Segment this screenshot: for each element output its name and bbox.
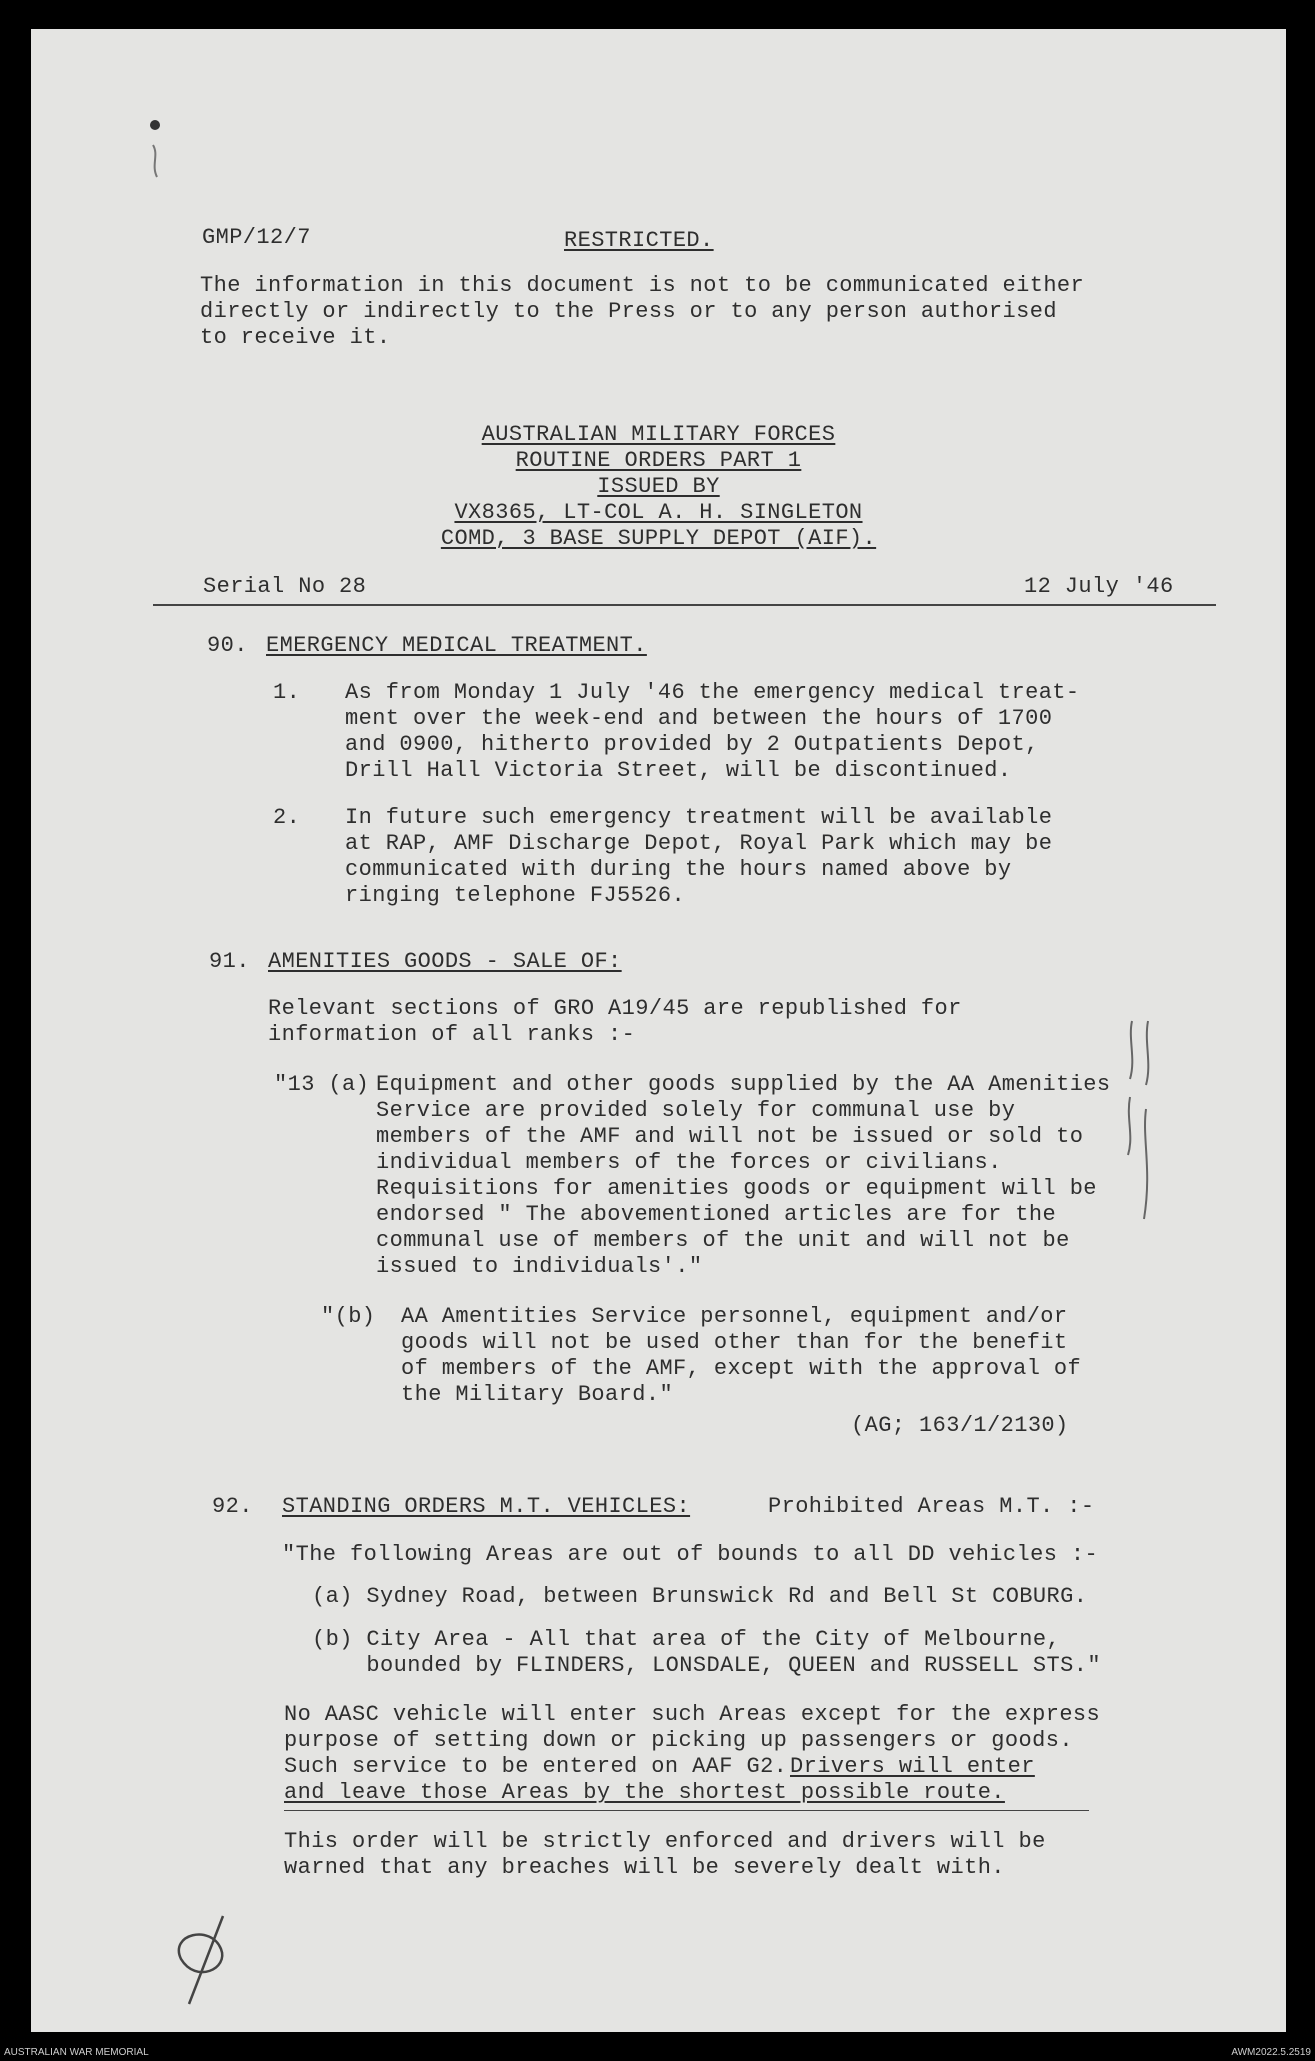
item-91-a-line: communal use of members of the unit and will not be	[376, 1228, 1070, 1253]
notice-line-2: directly or indirectly to the Press or to any person authorised	[200, 299, 1057, 324]
item-91-intro-line: information of all ranks :-	[268, 1022, 636, 1047]
item-91-b-line: AA Amentities Service personnel, equipment and/or	[401, 1304, 1068, 1329]
item-91-a-line: endorsed " The abovementioned articles are for the	[376, 1202, 1057, 1227]
serial-divider	[153, 604, 1216, 606]
item-92-area-b-line: (b) City Area - All that area of the City of Melbourne,	[312, 1627, 1061, 1652]
item-90-para-1-number: 1.	[273, 680, 301, 705]
item-92-para-1-line: purpose of setting down or picking up passengers or goods.	[284, 1728, 1073, 1753]
item-90-para-2-line: In future such emergency treatment will be available	[345, 805, 1053, 830]
document-page	[31, 29, 1286, 2032]
margin-bracket-marks	[1122, 1019, 1172, 1224]
item-90-para-1-line: ment over the week-end and between the hours of 1700	[345, 706, 1053, 731]
item-91-b-line: the Military Board."	[401, 1382, 674, 1407]
item-92-subtitle: Prohibited Areas M.T. :-	[768, 1494, 1095, 1519]
item-91-title: AMENITIES GOODS - SALE OF:	[268, 949, 622, 974]
item-91-intro-line: Relevant sections of GRO A19/45 are republished for	[268, 996, 962, 1021]
item-92-number: 92.	[212, 1494, 253, 1519]
item-91-a-label: "13 (a)	[274, 1072, 370, 1097]
item-92-para-2-line: This order will be strictly enforced and drivers will be	[284, 1829, 1046, 1854]
item-91-a-line: issued to individuals'."	[376, 1254, 703, 1279]
heading-line-1: AUSTRALIAN MILITARY FORCES	[481, 422, 836, 447]
item-92-para-1-line: Such service to be entered on AAF G2.	[284, 1754, 788, 1779]
document-date: 12 July '46	[1024, 574, 1174, 599]
item-91-a-line: Service are provided solely for communal use by	[376, 1098, 1016, 1123]
item-92-area-a: (a) Sydney Road, between Brunswick Rd and Bell St COBURG.	[312, 1584, 1088, 1609]
heading-line-3: ISSUED BY	[597, 474, 720, 499]
item-92-area-b-line: bounded by FLINDERS, LONSDALE, QUEEN and RUSSELL STS."	[312, 1653, 1101, 1678]
notice-line-3: to receive it.	[200, 325, 391, 350]
item-91-a-line: members of the AMF and will not be issued or sold to	[376, 1124, 1084, 1149]
item-91-a-line: individual members of the forces or civilians.	[376, 1150, 1002, 1175]
item-92-intro: "The following Areas are out of bounds to all DD vehicles :-	[282, 1542, 1099, 1567]
item-91-a-line: Equipment and other goods supplied by the AA Amenities	[376, 1072, 1111, 1097]
item-90-para-1-line: Drill Hall Victoria Street, will be discontinued.	[345, 758, 1012, 783]
item-91-b-label: "(b)	[321, 1304, 376, 1329]
item-90-para-2-line: communicated with during the hours named above by	[345, 857, 1012, 882]
item-91-reference: (AG; 163/1/2130)	[851, 1413, 1069, 1438]
item-91-a-line: Requisitions for amenities goods or equipment will be	[376, 1176, 1097, 1201]
footer-right-label: AWM2022.5.2519	[1231, 2047, 1311, 2058]
item-91-b-line: of members of the AMF, except with the approval of	[401, 1356, 1082, 1381]
item-92-divider	[284, 1810, 1089, 1811]
classification-label: RESTRICTED.	[564, 228, 714, 253]
item-92-para-2-line: warned that any breaches will be severely dealt with.	[284, 1855, 1005, 1880]
item-90-para-1-line: and 0900, hitherto provided by 2 Outpatients Depot,	[345, 732, 1039, 757]
heading-line-2: ROUTINE ORDERS PART 1	[515, 448, 802, 473]
item-90-para-1-line: As from Monday 1 July '46 the emergency medical treat-	[345, 680, 1080, 705]
item-91-number: 91.	[209, 949, 250, 974]
item-90-para-2-line: ringing telephone FJ5526.	[345, 883, 686, 908]
heading-line-4: VX8365, LT-COL A. H. SINGLETON	[454, 500, 863, 525]
notice-line-1: The information in this document is not to be communicated either	[200, 273, 1085, 298]
item-92-para-1-underlined: Drivers will enter	[790, 1754, 1035, 1779]
document-reference: GMP/12/7	[202, 225, 311, 250]
footer-left-label: AUSTRALIAN WAR MEMORIAL	[4, 2047, 149, 2058]
punch-hole-mark	[141, 115, 181, 185]
item-90-para-2-number: 2.	[273, 805, 301, 830]
heading-line-5: COMD, 3 BASE SUPPLY DEPOT (AIF).	[440, 526, 877, 551]
item-92-para-1-underlined: and leave those Areas by the shortest possible route.	[284, 1780, 1005, 1805]
item-92-title: STANDING ORDERS M.T. VEHICLES:	[282, 1494, 691, 1519]
item-90-title: EMERGENCY MEDICAL TREATMENT.	[266, 633, 647, 658]
item-90-number: 90.	[207, 633, 248, 658]
handwritten-initial-mark	[151, 1904, 261, 2014]
serial-number: Serial No 28	[203, 574, 367, 599]
item-91-b-line: goods will not be used other than for the benefit	[401, 1330, 1068, 1355]
item-92-para-1-line: No AASC vehicle will enter such Areas except for the express	[284, 1702, 1101, 1727]
item-90-para-2-line: at RAP, AMF Discharge Depot, Royal Park which may be	[345, 831, 1053, 856]
